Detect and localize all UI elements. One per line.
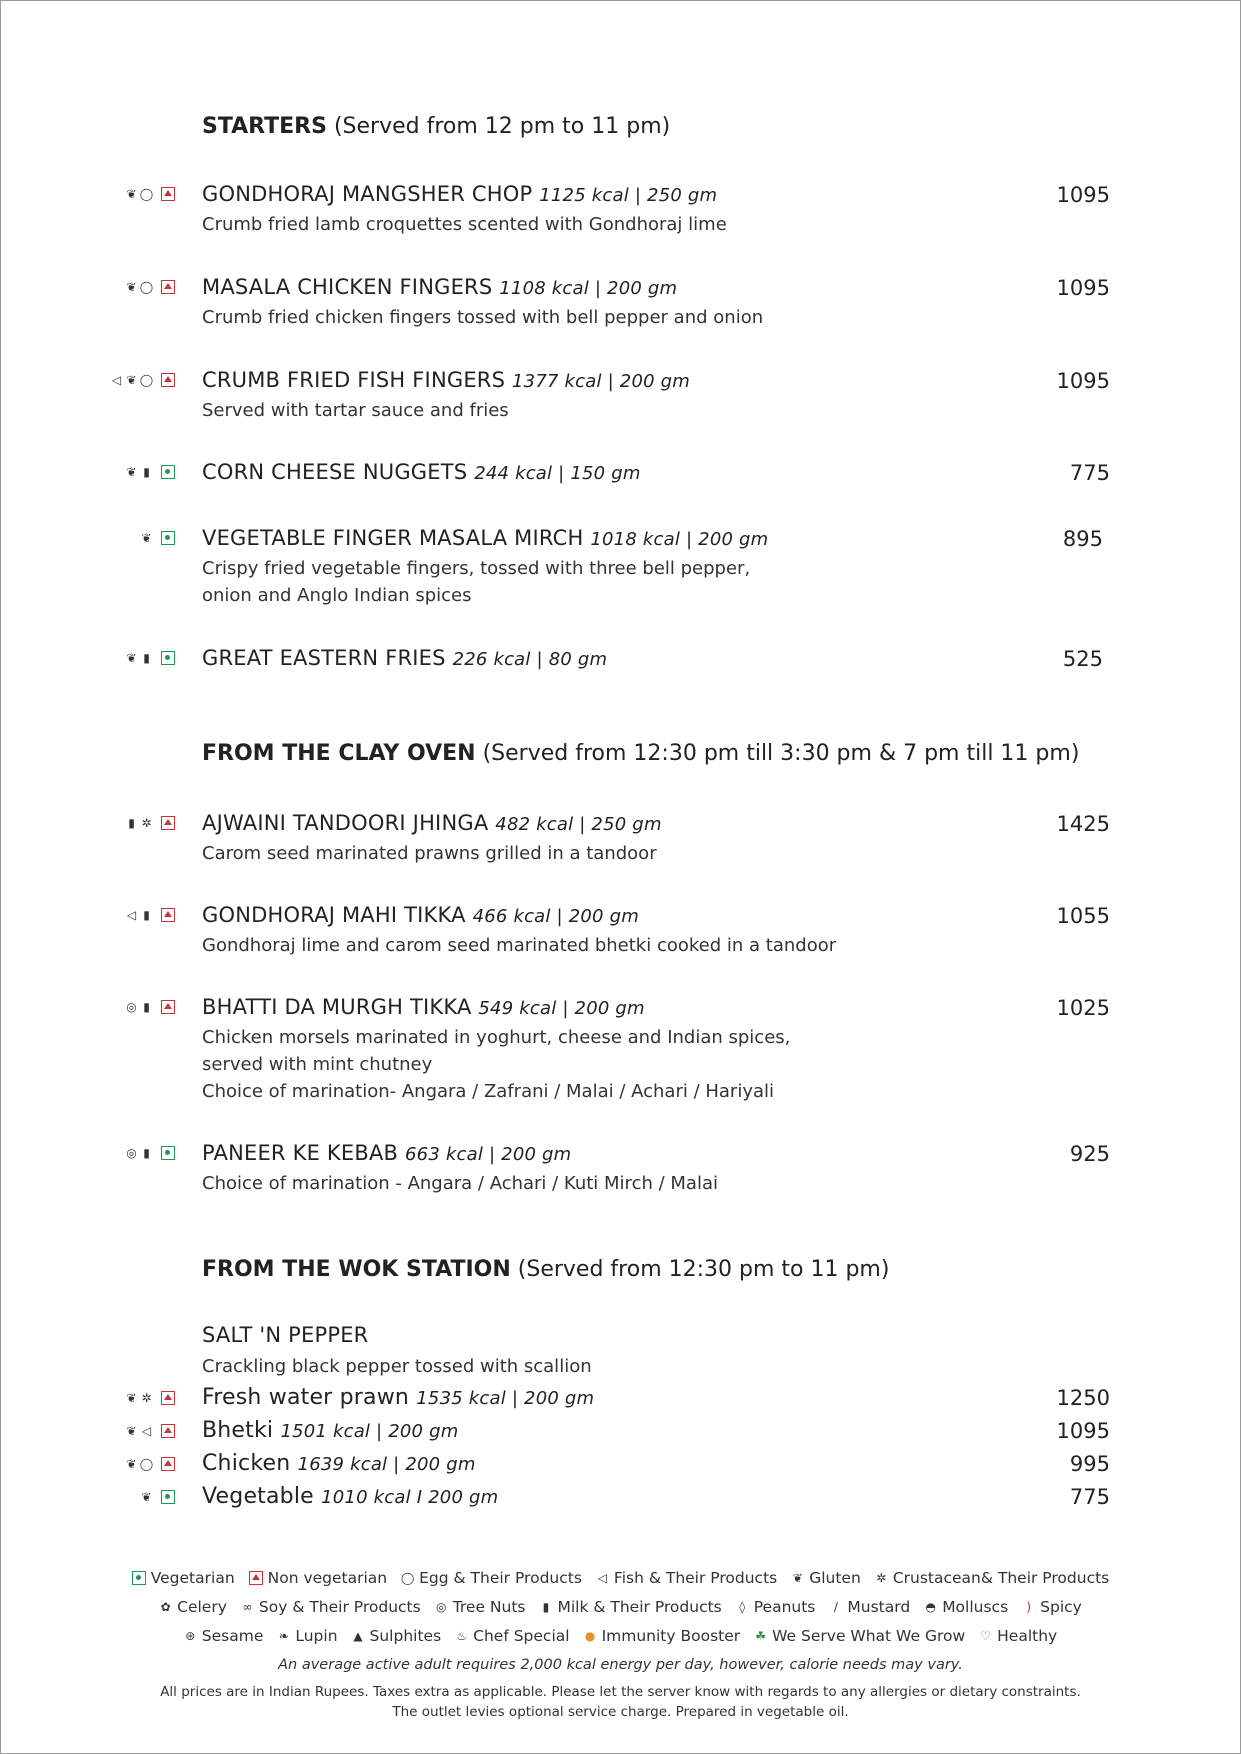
egg-icon: ◯ <box>139 372 154 387</box>
item-price: 1055 <box>1056 904 1110 928</box>
item-name: VEGETABLE FINGER MASALA MIRCH 1018 kcal | 200 gm <box>202 526 769 550</box>
egg-icon: ◯ <box>139 186 154 201</box>
wok-variant-name: Bhetki 1501 kcal | 200 gm <box>202 1418 459 1443</box>
sulphites-icon: ▲ <box>353 1629 363 1643</box>
fish-icon: ◁ <box>126 907 137 922</box>
tree-nuts-icon: ◎ <box>126 999 137 1014</box>
legend-row-3: ⊛ Sesame ❧ Lupin ▲ Sulphites ♨ Chef Special ● Immunity Booster ☘ We Serve What We Grow ♡ Healthy <box>185 1627 1058 1645</box>
crustacean-icon: ✲ <box>141 815 152 830</box>
footer-line: The outlet levies optional service charge. Prepared in vegetable oil. <box>392 1704 849 1720</box>
milk-icon: ▮ <box>143 907 150 922</box>
item-allergen-icons <box>125 279 175 294</box>
fish-icon: ◁ <box>111 372 122 387</box>
spicy-icon: ) <box>1026 1600 1031 1614</box>
item-description: Gondhoraj lime and carom seed marinated bhetki cooked in a tandoor <box>202 935 837 956</box>
milk-icon: ▮ <box>143 464 150 479</box>
item-price: 1095 <box>1056 369 1110 393</box>
item-name: PANEER KE KEBAB 663 kcal | 200 gm <box>202 1141 572 1165</box>
vegetarian-icon <box>161 531 175 545</box>
gluten-icon: ❦ <box>126 650 137 665</box>
item-price: 925 <box>1069 1142 1110 1166</box>
molluscs-icon: ◓ <box>925 1600 936 1614</box>
gluten-icon: ❦ <box>126 1456 137 1471</box>
gluten-icon: ❦ <box>126 186 137 201</box>
item-name: MASALA CHICKEN FINGERS 1108 kcal | 200 gm <box>202 275 678 299</box>
gluten-icon: ❦ <box>126 1390 137 1405</box>
section-title-wok-station: FROM THE WOK STATION (Served from 12:30 pm to 11 pm) <box>202 1257 890 1282</box>
we-serve-what-we-grow-icon: ☘ <box>755 1629 767 1643</box>
healthy-icon: ♡ <box>980 1629 992 1643</box>
gluten-icon: ❦ <box>141 530 152 545</box>
item-description: Crispy fried vegetable fingers, tossed with three bell pepper, <box>202 558 751 579</box>
vegetarian-icon <box>161 1146 175 1160</box>
gluten-icon: ❦ <box>141 1489 152 1504</box>
item-description: Chicken morsels marinated in yoghurt, cheese and Indian spices, <box>202 1027 791 1048</box>
item-description: Crumb fried chicken fingers tossed with bell pepper and onion <box>202 307 764 328</box>
item-allergen-icons <box>110 372 175 387</box>
item-price: 525 <box>1062 647 1103 671</box>
wok-variant-name: Vegetable 1010 kcal I 200 gm <box>202 1484 499 1509</box>
gluten-icon: ❦ <box>126 279 137 294</box>
item-allergen-icons <box>125 1423 175 1438</box>
vegetarian-icon <box>161 651 175 665</box>
wok-variant-name: Chicken 1639 kcal | 200 gm <box>202 1451 476 1476</box>
gluten-icon: ❦ <box>126 1423 137 1438</box>
footer-line: All prices are in Indian Rupees. Taxes extra as applicable. Please let the server know with regards to any allergies or dietary constraints. <box>160 1684 1081 1700</box>
item-name: AJWAINI TANDOORI JHINGA 482 kcal | 250 gm <box>202 811 662 835</box>
wok-heading: SALT 'N PEPPER <box>202 1323 369 1347</box>
vegetarian-icon <box>161 1490 175 1504</box>
wok-variant-price: 1095 <box>1056 1419 1110 1443</box>
item-allergen-icons <box>125 1145 175 1160</box>
tree-nuts-icon: ◎ <box>435 1600 447 1614</box>
peanuts-icon: ◊ <box>739 1600 746 1614</box>
item-description: Choice of marination - Angara / Achari / Kuti Mirch / Malai <box>202 1173 718 1194</box>
item-price: 1095 <box>1056 183 1110 207</box>
item-description: Crumb fried lamb croquettes scented with Gondhoraj lime <box>202 214 727 235</box>
wok-variant-name: Fresh water prawn 1535 kcal | 200 gm <box>202 1385 595 1410</box>
item-price: 1095 <box>1056 276 1110 300</box>
item-price: 1025 <box>1056 996 1110 1020</box>
non-vegetarian-icon <box>161 816 175 830</box>
fish-icon: ◁ <box>141 1423 152 1438</box>
chef-special-icon: ♨ <box>456 1629 468 1643</box>
crustacean-icon: ✲ <box>141 1390 152 1405</box>
non-vegetarian-icon <box>161 1457 175 1471</box>
item-name: BHATTI DA MURGH TIKKA 549 kcal | 200 gm <box>202 995 645 1019</box>
egg-icon: ◯ <box>139 1456 154 1471</box>
item-allergen-icons <box>125 186 175 201</box>
calorie-note: An average active adult requires 2,000 kcal energy per day, however, calorie needs may vary. <box>278 1657 963 1673</box>
section-title-starters: STARTERS (Served from 12 pm to 11 pm) <box>202 114 671 139</box>
egg-icon: ◯ <box>400 1571 415 1585</box>
non-vegetarian-icon <box>161 1424 175 1438</box>
non-vegetarian-icon <box>161 280 175 294</box>
item-price: 1425 <box>1056 812 1110 836</box>
crustacean-icon: ✲ <box>876 1571 887 1585</box>
soy-icon: ∞ <box>242 1600 253 1614</box>
non-vegetarian-icon <box>161 1391 175 1405</box>
non-vegetarian-icon <box>249 1571 263 1585</box>
item-allergen-icons <box>140 530 175 545</box>
item-name: GREAT EASTERN FRIES 226 kcal | 80 gm <box>202 646 608 670</box>
item-description: onion and Anglo Indian spices <box>202 585 472 606</box>
wok-variant-price: 1250 <box>1056 1386 1110 1410</box>
lupin-icon: ❧ <box>278 1629 289 1643</box>
item-price: 775 <box>1069 461 1110 485</box>
celery-icon: ✿ <box>160 1600 171 1614</box>
item-name: CRUMB FRIED FISH FINGERS 1377 kcal | 200 gm <box>202 368 691 392</box>
item-description: Carom seed marinated prawns grilled in a tandoor <box>202 843 657 864</box>
item-allergen-icons <box>125 650 175 665</box>
wok-variant-price: 775 <box>1069 1485 1110 1509</box>
item-price: 895 <box>1062 527 1103 551</box>
legend-row-2: ✿ Celery ∞ Soy & Their Products ◎ Tree Nuts ▮ Milk & Their Products ◊ Peanuts / Mustard ◓ Molluscs ) Spicy <box>160 1598 1082 1616</box>
legend-row-1: Vegetarian Non vegetarian ◯ Egg & Their Products ◁ Fish & Their Products ❦ Gluten ✲ Crustacean& Their Products <box>1 1569 1240 1587</box>
vegetarian-icon <box>132 1571 146 1585</box>
item-allergen-icons <box>125 815 175 830</box>
egg-icon: ◯ <box>139 279 154 294</box>
non-vegetarian-icon <box>161 1000 175 1014</box>
section-title-clay-oven: FROM THE CLAY OVEN (Served from 12:30 pm till 3:30 pm & 7 pm till 11 pm) <box>202 741 1080 766</box>
gluten-icon: ❦ <box>126 464 137 479</box>
item-allergen-icons <box>125 1456 175 1471</box>
non-vegetarian-icon <box>161 373 175 387</box>
wok-variant-price: 995 <box>1069 1452 1110 1476</box>
item-allergen-icons <box>140 1489 175 1504</box>
milk-icon: ▮ <box>542 1600 550 1614</box>
item-allergen-icons <box>125 464 175 479</box>
milk-icon: ▮ <box>143 999 150 1014</box>
non-vegetarian-icon <box>161 908 175 922</box>
milk-icon: ▮ <box>143 1145 150 1160</box>
item-description: Served with tartar sauce and fries <box>202 400 509 421</box>
item-name: GONDHORAJ MAHI TIKKA 466 kcal | 200 gm <box>202 903 639 927</box>
non-vegetarian-icon <box>161 187 175 201</box>
item-name: CORN CHEESE NUGGETS 244 kcal | 150 gm <box>202 460 641 484</box>
item-description: served with mint chutney <box>202 1054 433 1075</box>
item-allergen-icons <box>125 1390 175 1405</box>
tree-nuts-icon: ◎ <box>126 1145 137 1160</box>
item-name: GONDHORAJ MANGSHER CHOP 1125 kcal | 250 gm <box>202 182 718 206</box>
item-allergen-icons <box>125 907 175 922</box>
milk-icon: ▮ <box>128 815 135 830</box>
sesame-icon: ⊛ <box>185 1629 196 1643</box>
mustard-icon: / <box>833 1600 838 1614</box>
fish-icon: ◁ <box>597 1571 608 1585</box>
vegetarian-icon <box>161 465 175 479</box>
gluten-icon: ❦ <box>792 1571 803 1585</box>
item-description: Choice of marination- Angara / Zafrani / Malai / Achari / Hariyali <box>202 1081 775 1102</box>
wok-description: Crackling black pepper tossed with scallion <box>202 1356 592 1377</box>
milk-icon: ▮ <box>143 650 150 665</box>
immunity-booster-icon: ● <box>584 1629 596 1643</box>
gluten-icon: ❦ <box>126 372 137 387</box>
item-allergen-icons <box>125 999 175 1014</box>
